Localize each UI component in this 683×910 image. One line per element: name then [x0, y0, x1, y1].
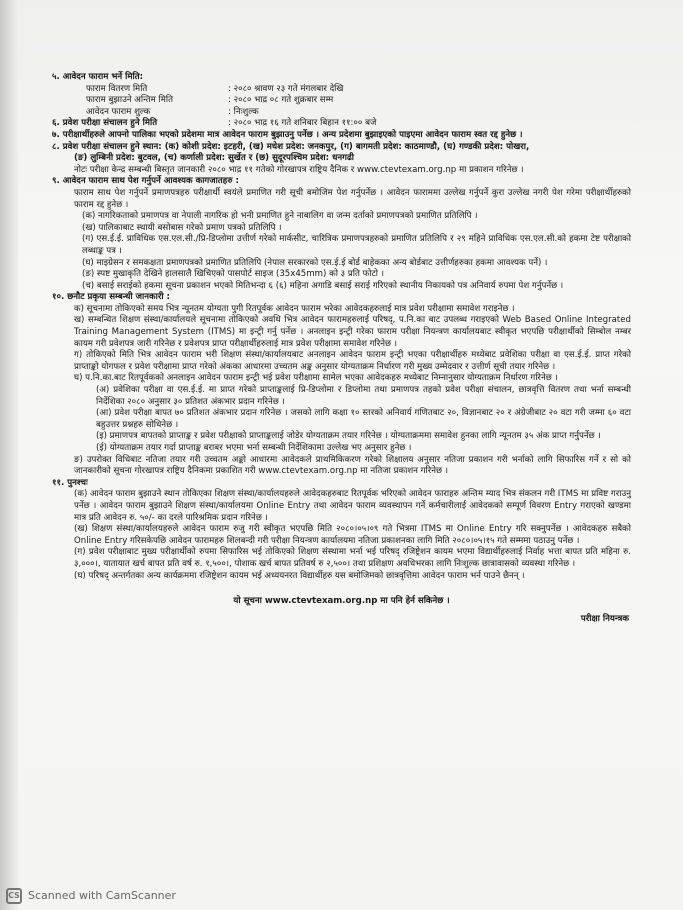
list-item: (ख) पालिकाबाट स्थायी बसोबास गरेको प्रमाण पत्रको प्रतिलिपि ।	[82, 222, 282, 233]
section-10-heading: १०. छनौट प्रकृया सम्बन्धी जानकारी :	[52, 292, 170, 303]
list-item: ङ) उपरोक्त विधिबाट नतिजा तयार गरी उच्चतम अङ्को आधारमा आवेदकले प्राथमिकिकरण गरेको शिक्षालय अनुसार नतिजा प्रकाशन गरी भर्नाको लागि सिफारिस गर्ने र सो को जानकारीको सूचना गोरखापत्र राष्ट्रिय दैनिकमा प्रकाशित गरी www.ctevtexam.org.np मा नतिजा प्रकाशन गरिनेछ ।	[74, 454, 631, 477]
section-6-value: : २०८० भाद्र १६ गते शनिबार बिहान ११:०० बजे	[228, 118, 377, 129]
list-item: (ग) एस.ई.ई. प्राविधिक एस.एल.सी./प्रि-डिप्लोमा उत्तीर्ण गरेको मार्कसीट, चारित्रिक प्रमाणपत्रहरुको प्रमाणित प्रतिलिपि र २९ महिने प्राविधिक एस.एल.सी.को हकमा टेष्ट परीक्षाको लब्धाङ्क पत्र ।	[82, 234, 631, 256]
form-fee-row: आवेदन फाराम शुल्क : निःशुल्क	[86, 106, 259, 117]
list-subitem: (अ) प्रवेशिका परीक्षा वा एस.ई.ई. मा प्राप्त गरेको प्राप्ताङ्कलाई प्रि-डिप्लोमा र डिप्लोमा तथा प्रमाणपत्र तहको प्रवेश परीक्षा संचालन, छात्रवृत्ति वितरण तथा भर्ना सम्बन्धी निर्देशिका २०८० अनुसार ३० प्रतिशत अंकभार प्रदान गरिनेछ ।	[96, 385, 631, 407]
section-8	[52, 142, 631, 177]
scan-edge-shadow	[0, 0, 18, 910]
camscanner-logo-icon: CS	[6, 888, 22, 904]
section-9-intro: फाराम साथ पेश गर्नुपर्ने प्रमाणपत्रहरु परीक्षार्थी स्वयंले प्रमाणित गरी सूची बमोजिम पेश गर्नुपर्नेछ । आवेदन फाराममा उल्लेख गर्नुपर्ने कुरा उल्लेख नगरी पेश गरेमा परीक्षार्थीहरुको फाराम रद्द हुनेछ ।	[74, 187, 631, 210]
signature: परीक्षा नियन्त्रक	[580, 613, 629, 624]
section-9-heading: ९. आवेदन फाराम साथ पेश गर्नुपर्ने आवश्यक कागजातहरु :	[52, 176, 239, 187]
section-10	[52, 292, 631, 478]
section-5	[52, 72, 631, 118]
section-9	[52, 176, 631, 292]
section-5-heading: ५. आवेदन फाराम भर्ने मिति:	[52, 72, 144, 82]
list-item: (घ) माइग्रेसन र समकक्षता प्रमाणपत्रको प्रमाणित प्रतिलिपि (नेपाल सरकारको एस.ई.ई बोर्ड बाहेकका अन्य बोर्डबाट उत्तीर्णहरुका हकमा आवश्यक पर्ने) ।	[82, 257, 548, 268]
list-subitem: (ई) योग्यताक्रम तयार गर्दा प्राप्ताङ्क बराबर भएमा भर्ना सम्बन्धी निर्देशिकामा उल्लेख भए अनुसार हुनेछ ।	[96, 443, 412, 453]
section-6	[52, 118, 631, 130]
list-item: (ग) प्रवेश परीक्षाबाट मुख्य परीक्षार्थीको रुपमा सिफारिस भई तोकिएको शिक्षण संस्थामा भर्ना भई परिषद् रजिष्ट्रेशन कायम भएमा विद्यार्थीहरुलाई निर्वाह भत्ता बापत प्रति महिना रु. ३,०००।, यातायात खर्च बापत प्रति वर्ष रु. १,५००।, पोशाक खर्च बापत प्रतिवर्ष रु २,५००। तथा प्रशिक्षण अवधिभरका लागि निःशुल्क छात्रावासको व्यवस्था गरिनेछ ।	[74, 547, 632, 569]
section-8-line2: (ङ) लुम्बिनी प्रदेश: बुटवल, (च) कर्णाली प्रदेश: सुर्खेत र (छ) सुदूरपश्चिम प्रदेश: धनगढी	[74, 153, 355, 164]
list-item: घ) प.नि.का.बाट रितपूर्वकको अनलाइन आवेदन फाराम इन्ट्री भई प्रवेश परीक्षामा सामेल भएका आवेदकहरु मध्येबाट निम्नानुसार योग्यताक्रम निर्धारण गरिनेछ ।	[74, 373, 558, 384]
list-subitem: (आ) प्रवेश परीक्षा बापत ७० प्रतिशत अंकभार प्रदान गरिनेछ । जसको लागि कक्षा १० स्तरको अनिवार्य गणितबाट २०, विज्ञानबाट २० र अंग्रेजीबाट २० वटा गरी जम्मा ६० वटा बहुउत्तर प्रश्नहरु सोधिनेछ ।	[96, 408, 631, 430]
list-item: (च) बसाई सराईको हकमा सूचना प्रकाशन भएको मितिभन्दा ६ (६) महिना अगाडि बसाई सराई गरिएको स्थानीय निकायको पत्र अनिवार्य रुपमा पेश गर्नुपर्नेछ ।	[82, 280, 564, 291]
section-11	[52, 478, 631, 582]
form-distribution-row: फाराम वितरण मिति : २०८० श्रावण २३ गते मंगलबार देखि	[86, 83, 344, 94]
list-item: ग) तोकिएको मिति भित्र आवेदन फाराम भरी शिक्षण संस्था/कार्यालयबाट अनलाइन आवेदन फाराम इन्ट्री भएका परीक्षार्थीहरु मध्येबाट प्रवेशिका परीक्षा वा एस.ई.ई. प्राप्त गरेको प्राप्ताङ्को योगफल र प्रवेश परीक्षामा प्राप्त गरेको अंकका आधारमा उच्चतम अङ्क अनुसार योग्यताक्रम निर्धारण गरी मुख्य उम्मेदवार र उत्तीर्ण सूची तयार गरिनेछ ।	[74, 350, 631, 372]
list-item: (क) आवेदन फाराम बुझाउने स्थान तोकिएका शिक्षण संस्था/कार्यालयहरुले आवेदकहरुबाट रितपूर्वक भरिएको आवेदन फाराहरु अन्तिम म्याद भित्र संकलन गरी ITMS मा प्रविष्ट गराउनु पर्नेछ । आवेदन फाराम बुझाउने शिक्षण संस्था/कार्यालयमा Online Entry तथा आवेदन फाराम व्यवस्थापन गर्ने कर्मचारीलाई आवेदकको सम्पूर्ण विवरण Entry गराएको खण्डमा मात्र प्रति आवेदन रु. ५०/- का दरले पारिश्रमिक प्रदान गरिनेछ ।	[74, 489, 631, 523]
section-8-note: नोटः परीक्षा केन्द्र सम्बन्धी बिस्तृत जानकारी २०८० भाद्र ११ गतेको गोरखापत्र राष्ट्रिय दैनिक र www.ctevtexam.org.np मा प्रकाशन गरिनेछ ।	[74, 164, 524, 175]
website-notice: यो सूचना www.ctevtexam.org.np मा पनि हेर्न सकिनेछ ।	[233, 596, 450, 607]
list-item: क) सूचनामा तोकिएको समय भित्र न्यूनतम योग्यता पुगी रितपूर्वक आवेदन फाराम भरेका आवेदकहरुलाई मात्र प्रवेश परीक्षामा समावेश गराइनेछ ।	[74, 303, 515, 314]
list-item: (ङ) स्पष्ट मुखाकृति देखिने हालसालै खिचिएको पासपोर्ट साइज (35x45mm) को ३ प्रति फोटो ।	[82, 269, 385, 280]
form-deadline-row: फाराम बुझाउने अन्तिम मिति : २०८० भाद्र ०८ गते शुक्रबार सम्म	[86, 95, 334, 106]
list-item: (घ) परिषद् अन्तर्गतका अन्य कार्यक्रममा रजिष्ट्रेशन कायम भई अध्ययनरत विद्यार्थीहरु यस बमोजिमको छात्रवृत्तिमा आवेदन फाराम भर्न पाउने छैनन् ।	[74, 570, 525, 581]
list-item: (ख) शिक्षण संस्था/कार्यालयहरुले आवेदन फाराम रुजु गरी स्वीकृत भएपछि मिति २०८०।०५।०९ गते भित्रमा ITMS मा Online Entry गरि सक्नुपर्नेछ । आवेदकहरु सबैको Online Entry गरिसकेपछि आवेदन फारामहरु शिलबन्दी गरी परीक्षा नियन्त्रण कार्यालयमा नतिजा प्रकाशनका लागि मिति २०८०।०५।१५ गते सम्ममा पठाउनु पर्नेछ ।	[74, 524, 631, 546]
camscanner-watermark	[6, 888, 176, 904]
section-7: ७. परीक्षार्थीहरुले आफ्नो पालिका भएको प्रदेशमा मात्र आवेदन फाराम बुझाउनु पर्नेछ । अन्य प्रदेशमा बुझाइएको पाइएमा आवेदन फाराम स्वत रद्द हुनेछ ।	[52, 129, 523, 140]
list-item: ख) सम्बन्धित शिक्षण संस्था/कार्यालयले सूचनामा तोकिएको अवधि भित्र आवेदन फारामहरुलाई परिषद्, प.नि.का बाट उपलब्ध गराइएको Web Based Online Integrated Training Management System (ITMS) मा इन्ट्री गर्नु पर्नेछ । अनलाइन इन्ट्री गरेका फाराम परीक्षा नियन्त्रण कार्यालयबाट स्वीकृत भएपछि परीक्षार्थीको सिम्बोल नम्बर कायम गरी प्रवेशपत्र जारी गरिनेछ र प्रवेशपत्र प्राप्त परीक्षार्थीहरुलाई मात्र प्रवेश परीक्षामा समावेश गरिनेछ ।	[74, 315, 631, 349]
section-11-heading: ११. पुनश्चः	[52, 477, 88, 488]
list-item: (क) नागरिकताको प्रमाणपत्र वा नेपाली नागरिक हो भनी प्रमाणित हुने नाबालिग वा जन्म दर्ताको प्रमाणपत्रको प्रमाणित प्रतिलिपि ।	[82, 211, 478, 222]
list-subitem: (इ) प्रमाणपत्र बापतको प्राप्ताङ्क र प्रवेश परीक्षाको प्राप्ताङ्कलाई जोडेर योग्यताक्रम तयार गरिनेछ । योग्यताक्रममा समावेश हुनका लागि न्यूनतम ३५ अंक प्राप्त गर्नुपर्नेछ ।	[96, 431, 601, 442]
camscanner-text: Scanned with CamScanner	[28, 889, 176, 903]
section-8-line1: ८. प्रवेश परीक्षा संचालन हुने स्थान: (क) कोशी प्रदेश: इटहरी, (ख) मधेश प्रदेश: जनकपुर, (ग) बागमती प्रदेश: काठमाण्डौ, (घ) गण्डकी प्रदेश: पोखरा,	[52, 141, 530, 152]
section-6-heading: ६. प्रवेश परीक्षा संचालन हुने मिति	[52, 118, 158, 129]
